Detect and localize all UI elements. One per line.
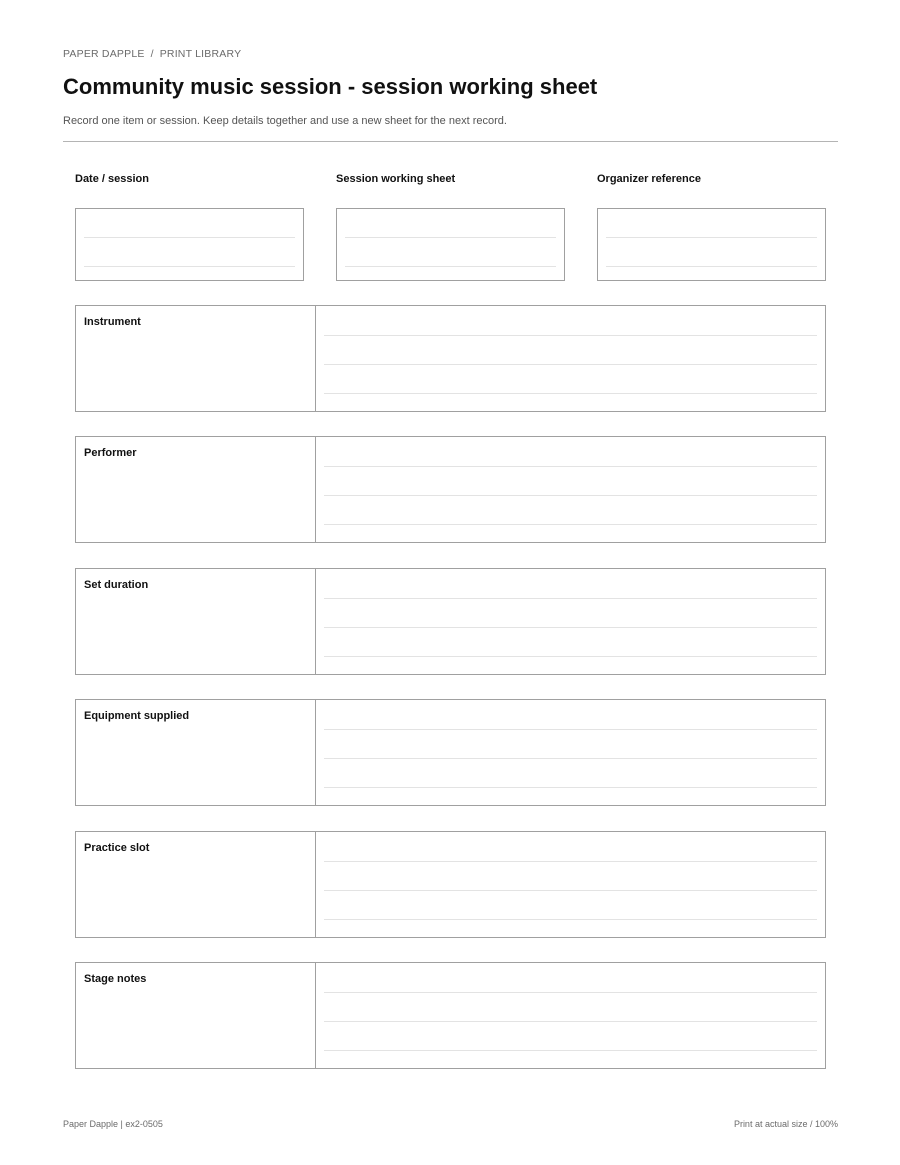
- writing-line: [324, 627, 817, 628]
- writing-line: [324, 495, 817, 496]
- instrument-input[interactable]: [316, 306, 825, 411]
- writing-line: [606, 266, 817, 267]
- field-date-session: [75, 172, 304, 186]
- field-session-working-sheet: [336, 172, 565, 186]
- breadcrumb-separator: /: [150, 48, 154, 60]
- field-label: Date / session: [75, 173, 149, 185]
- stage-notes-input[interactable]: [316, 963, 825, 1068]
- footer-print-note: Print at actual size / 100%: [733, 1119, 838, 1129]
- section-label-cell: [76, 963, 316, 1068]
- writing-line: [324, 861, 817, 862]
- writing-line: [324, 466, 817, 467]
- writing-line: [606, 237, 817, 238]
- set-duration-input[interactable]: [316, 569, 825, 674]
- writing-line: [324, 393, 817, 394]
- writing-line: [324, 919, 817, 920]
- writing-line: [324, 787, 817, 788]
- section-label: Equipment supplied: [84, 710, 190, 722]
- writing-line: [324, 335, 817, 336]
- section-instrument: [75, 305, 826, 412]
- organizer-reference-input[interactable]: [597, 208, 826, 281]
- section-label: Instrument: [84, 316, 141, 328]
- writing-line: [324, 1021, 817, 1022]
- section-performer: [75, 436, 826, 543]
- breadcrumb-root[interactable]: PAPER DAPPLE: [63, 48, 145, 60]
- writing-line: [84, 237, 295, 238]
- section-stage-notes: [75, 962, 826, 1069]
- session-working-sheet-input[interactable]: [336, 208, 565, 281]
- breadcrumb-current[interactable]: PRINT LIBRARY: [159, 48, 242, 60]
- section-practice-slot: [75, 831, 826, 938]
- date-session-input[interactable]: [75, 208, 304, 281]
- section-label: Set duration: [84, 579, 149, 591]
- section-label: Stage notes: [84, 973, 147, 985]
- section-label-cell: [76, 437, 316, 542]
- writing-line: [324, 758, 817, 759]
- footer-document-id: Paper Dapple | ex2-0505: [63, 1119, 163, 1129]
- breadcrumb: [63, 48, 241, 60]
- writing-line: [324, 992, 817, 993]
- section-equipment-supplied: [75, 699, 826, 806]
- writing-line: [324, 364, 817, 365]
- writing-line: [324, 890, 817, 891]
- field-label: Organizer reference: [597, 173, 701, 185]
- writing-line: [324, 598, 817, 599]
- practice-slot-input[interactable]: [316, 832, 825, 937]
- section-label-cell: [76, 832, 316, 937]
- section-label-cell: [76, 569, 316, 674]
- writing-line: [324, 524, 817, 525]
- header-divider: [63, 141, 838, 142]
- writing-line: [324, 1050, 817, 1051]
- field-organizer-reference: [597, 172, 826, 186]
- performer-input[interactable]: [316, 437, 825, 542]
- writing-line: [345, 266, 556, 267]
- writing-line: [324, 729, 817, 730]
- section-label-cell: [76, 306, 316, 411]
- section-label-cell: [76, 700, 316, 805]
- section-set-duration: [75, 568, 826, 675]
- writing-line: [84, 266, 295, 267]
- page-subtitle: Record one item or session. Keep details together and use a new sheet for the next record.: [63, 115, 507, 127]
- field-label: Session working sheet: [336, 173, 456, 185]
- equipment-supplied-input[interactable]: [316, 700, 825, 805]
- section-label: Practice slot: [84, 842, 150, 854]
- page-title: Community music session - session working sheet: [63, 74, 598, 99]
- section-label: Performer: [84, 447, 137, 459]
- writing-line: [345, 237, 556, 238]
- writing-line: [324, 656, 817, 657]
